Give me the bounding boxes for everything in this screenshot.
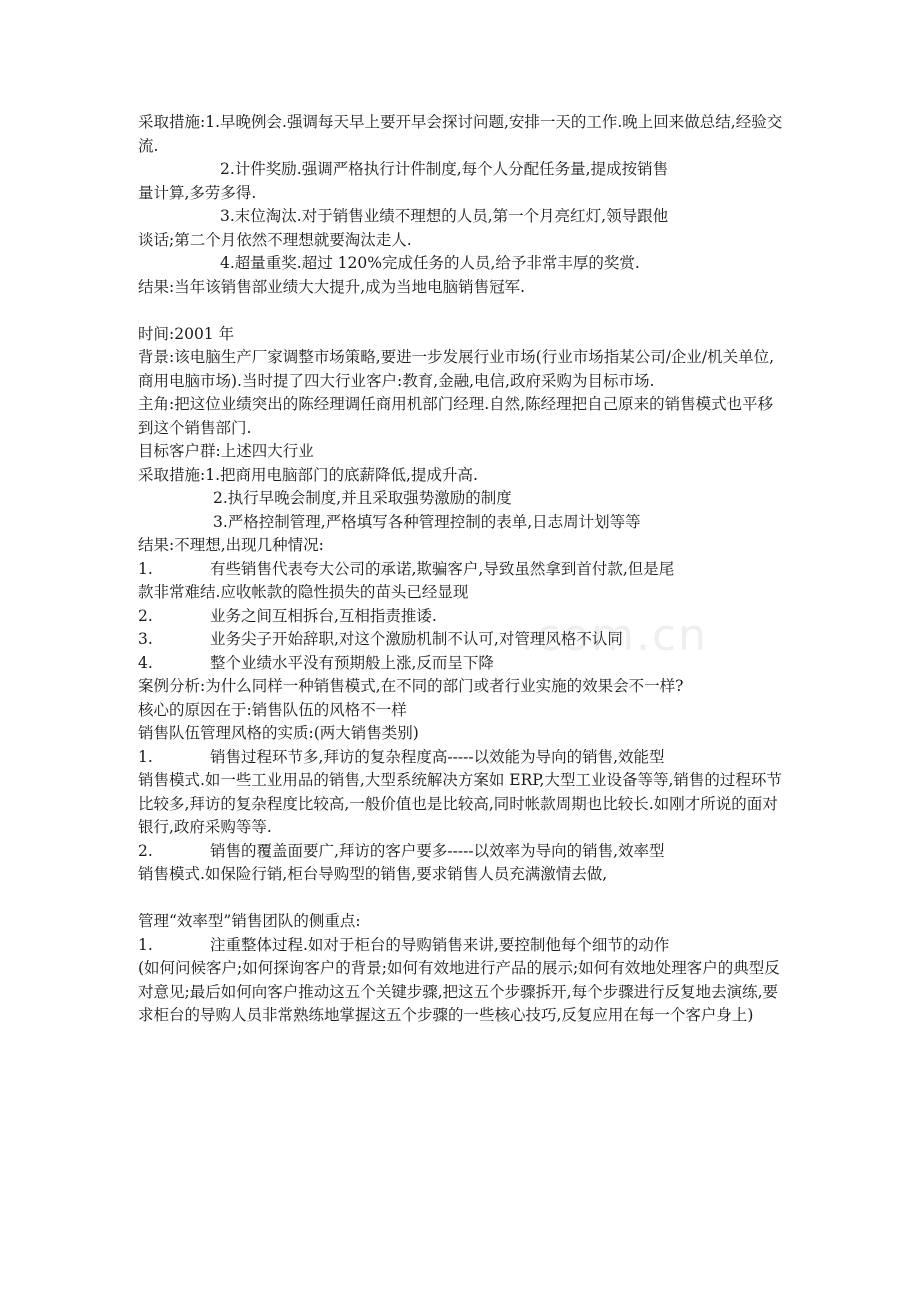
- sales-type-2-text: 销售的覆盖面要广,拜访的客户要多-----以效率为导向的销售,效率型: [210, 841, 665, 860]
- time-line: 时间:2001 年: [138, 324, 235, 343]
- list-number: 2.: [138, 841, 153, 860]
- list-text: 整个业绩水平没有预期般上涨,反而呈下降: [210, 653, 494, 672]
- core-reason: 核心的原因在于:销售队伍的风格不一样: [138, 700, 407, 719]
- list-item: [138, 605, 788, 629]
- list-text: 有些销售代表夸大公司的承诺,欺骗客户,导致虽然拿到首付款,但是尾: [210, 559, 675, 578]
- efficiency-point-1-text: 注重整体过程.如对于柜台的导购销售来讲,要控制他每个细节的动作: [210, 935, 670, 954]
- essence-heading: 销售队伍管理风格的实质:(两大销售类别): [138, 724, 419, 742]
- sales-type-2: [138, 840, 788, 864]
- list-item: [138, 652, 788, 676]
- sales-type-1: [138, 746, 788, 770]
- list-item: [138, 558, 788, 582]
- measures-2-line-3: 3.严格控制管理,严格填写各种管理控制的表单,日志周计划等等: [213, 512, 641, 531]
- measures-label: 采取措施:: [138, 113, 206, 131]
- list-item: [138, 628, 788, 652]
- list-number: 3.: [138, 630, 153, 648]
- sales-type-2-cont: 销售模式.如保险行销,柜台导购型的销售,要求销售人员充满激情去做,: [138, 865, 608, 883]
- document-body: [138, 111, 788, 1028]
- measure-3: 3.末位淘汰.对于销售业绩不理想的人员,第一个月亮红灯,领导跟他: [220, 207, 669, 225]
- list-number: 2.: [138, 606, 153, 625]
- measure-4: 4.超量重奖.超过 120%完成任务的人员,给予非常丰厚的奖赏.: [220, 254, 640, 272]
- list-number: 1.: [138, 559, 153, 578]
- list-number: 1.: [138, 935, 153, 954]
- list-number: 4.: [138, 653, 153, 672]
- watermark: .com.cn: [520, 610, 709, 661]
- spacer: [138, 299, 788, 323]
- sales-type-1-text: 销售过程环节多,拜访的复杂程度高-----以效能为导向的销售,效能型: [210, 747, 665, 766]
- list-text: 业务尖子开始辞职,对这个激励机制不认可,对管理风格不认同: [210, 630, 623, 648]
- efficiency-team-heading: 管理“效率型”销售团队的侧重点:: [138, 912, 361, 930]
- measures-2-line-2: 2.执行早晚会制度,并且采取强势激励的制度: [213, 489, 512, 507]
- spacer: [138, 887, 788, 911]
- measure-2-cont: 量计算,多劳多得.: [138, 183, 257, 202]
- sales-type-1-cont: 销售模式.如一些工业用品的销售,大型系统解决方案如 ERP,大型工业设备等等,销售的过程环节比较多,拜访的复杂程度比较高,一般价值也是比较高,同时帐款周期也比较长.如刚才所说的面对银行,政府采购等等.: [138, 771, 782, 836]
- result-1: 结果:当年该销售部业绩大大提升,成为当地电脑销售冠军.: [138, 277, 526, 296]
- measures-2-line-1: 采取措施:1.把商用电脑部门的底薪降低,提成升高.: [138, 465, 478, 484]
- protagonist-paragraph: 主角:把这位业绩突出的陈经理调任商用机部门经理.自然,陈经理把自己原来的销售模式也平移到这个销售部门.: [138, 395, 774, 437]
- efficiency-point-1-cont: (如何问候客户;如何探询客户的背景;如何有效地进行产品的展示;如何有效地处理客户的典型反对意见;最后如何向客户推动这五个关键步骤,把这五个步骤拆开,每个步骤进行反复地去演练,要求柜台的导购人员非常熟练地掌握这五个步骤的一些核心技巧,反复应用在每一个客户身上): [138, 959, 780, 1024]
- background-paragraph: 背景:该电脑生产厂家调整市场策略,要进一步发展行业市场(行业市场指某公司/企业/机关单位,商用电脑市场).当时提了四大行业客户:教育,金融,电信,政府采购为目标市场.: [138, 348, 775, 390]
- list-item-cont: 款非常难结.应收帐款的隐性损失的苗头已经显现: [138, 583, 469, 601]
- measure-1: 1.早晚例会.强调每天早上要开早会探讨问题,安排一天的工作.晚上回来做总结,经验交流.: [138, 113, 783, 155]
- efficiency-point-1: [138, 934, 788, 958]
- measures-paragraph-1: [138, 111, 788, 158]
- measure-2: 2.计件奖励.强调严格执行计件制度,每个人分配任务量,提成按销售: [220, 160, 669, 178]
- target-customers: 目标客户群:上述四大行业: [138, 442, 314, 460]
- measure-3-cont: 谈话;第二个月依然不理想就要淘汰走人.: [138, 230, 412, 249]
- case-analysis: 案例分析:为什么同样一种销售模式,在不同的部门或者行业实施的效果会不一样?: [138, 677, 684, 695]
- result-2: 结果:不理想,出现几种情况:: [138, 536, 324, 554]
- list-text: 业务之间互相拆台,互相指责推诿.: [210, 606, 437, 625]
- list-number: 1.: [138, 747, 153, 766]
